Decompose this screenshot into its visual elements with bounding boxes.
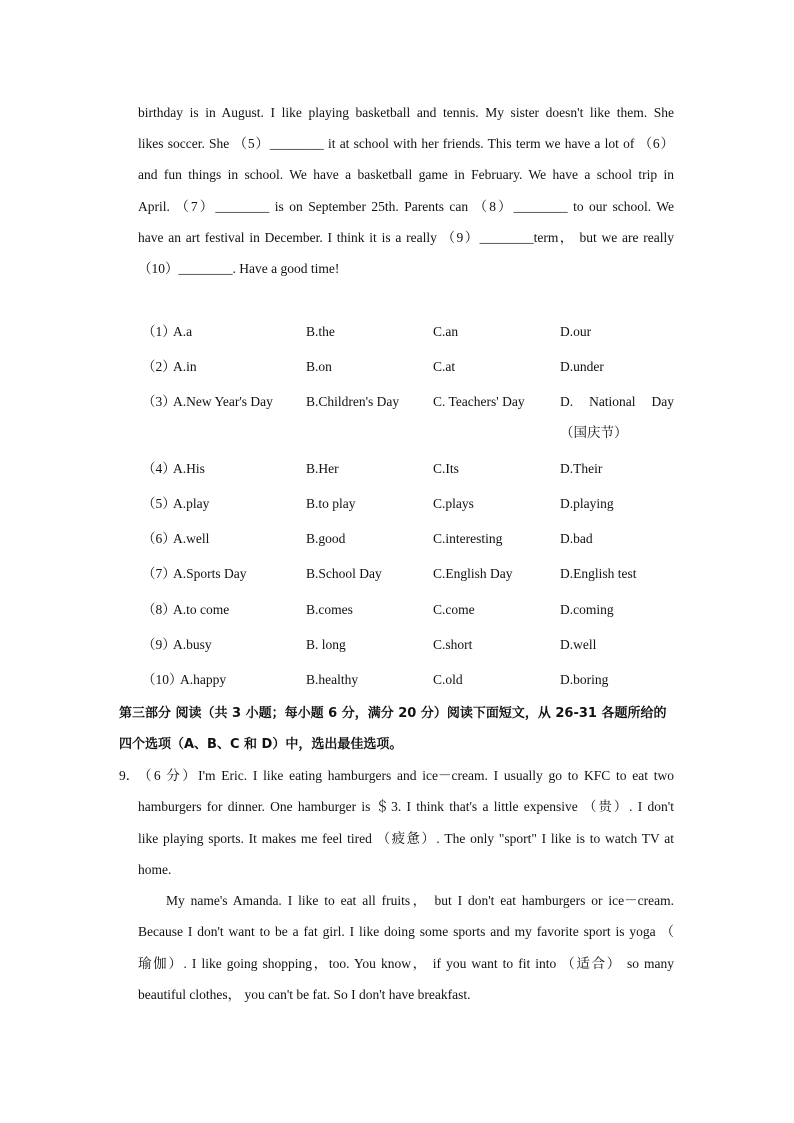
option-row-7 bbox=[0, 556, 794, 591]
option-c: C.an bbox=[433, 324, 459, 339]
option-a: A.New Year's Day bbox=[173, 394, 273, 409]
option-row-10 bbox=[0, 662, 794, 697]
option-d: D.Their bbox=[560, 461, 603, 476]
option-b: B.comes bbox=[306, 602, 353, 617]
option-c: C.Its bbox=[433, 461, 459, 476]
option-a: A.well bbox=[173, 531, 210, 546]
section-heading-line: 四个选项（A、B、C 和 D）中，选出最佳选项。 bbox=[119, 737, 403, 752]
question-line: （6 分）I'm Eric. I like eating hamburgers and ice－cream. I usually go to KFC to eat two bbox=[138, 768, 674, 783]
passage-line: and fun things in school. We have a basketball game in February. We have a school trip in bbox=[138, 167, 674, 183]
option-c: C.come bbox=[433, 602, 475, 617]
option-b: B.healthy bbox=[306, 672, 359, 687]
question-line: like playing sports. It makes me feel tired （疲惫）. The only "sport" I like is to watch TV at bbox=[138, 830, 674, 846]
option-c: C.plays bbox=[433, 496, 474, 511]
option-row-4 bbox=[0, 451, 794, 486]
passage-line: April. （7）________ is on September 25th. Parents can （8）________ to our school. We bbox=[138, 198, 674, 214]
passage-line: （10）________. Have a good time! bbox=[138, 260, 340, 276]
option-row-3 bbox=[0, 384, 794, 450]
question-line: hamburgers for dinner. One hamburger is ＄3. I think that's a little expensive （贵）. I don't bbox=[138, 799, 674, 815]
option-d: D.our bbox=[560, 324, 592, 339]
option-a: A.a bbox=[173, 324, 193, 339]
option-number: （9） bbox=[142, 637, 176, 652]
option-b: B.on bbox=[306, 359, 332, 374]
option-a: A.His bbox=[173, 461, 205, 476]
passage-line: likes soccer. She （5）________ it at school with her friends. This term we have a lot of （6） bbox=[138, 136, 674, 152]
option-d: D. National Day bbox=[560, 394, 674, 409]
question-number: 9． bbox=[119, 768, 140, 783]
option-number: （4） bbox=[142, 461, 176, 476]
option-c: C.interesting bbox=[433, 531, 503, 546]
option-c: C. Teachers' Day bbox=[433, 394, 525, 409]
option-b: B.good bbox=[306, 531, 346, 546]
option-b: B.Her bbox=[306, 461, 339, 476]
option-row-2 bbox=[0, 349, 794, 384]
section-heading-line: 第三部分 阅读（共 3 小题；每小题 6 分，满分 20 分）阅读下面短文，从 26-31 各题所给的 bbox=[119, 706, 667, 721]
passage-line: have an art festival in December. I think it is a really （9）________term， but we are really bbox=[138, 229, 674, 245]
option-number: （3） bbox=[142, 394, 176, 409]
option-d: D.boring bbox=[560, 672, 609, 687]
option-a: A.happy bbox=[180, 672, 227, 687]
option-b: B.Children's Day bbox=[306, 394, 400, 409]
option-d-note: （国庆节） bbox=[560, 425, 628, 440]
option-d: D.coming bbox=[560, 602, 614, 617]
option-row-1 bbox=[0, 314, 794, 349]
cloze-passage bbox=[138, 97, 674, 284]
question-line: My name's Amanda. I like to eat all fruits， but I don't eat hamburgers or ice－cream. bbox=[166, 893, 674, 909]
question-line: Because I don't want to be a fat girl. I like doing some sports and my favorite sport is yoga （ bbox=[138, 924, 674, 940]
option-b: B.the bbox=[306, 324, 335, 339]
option-c: C.at bbox=[433, 359, 456, 374]
option-d: D.playing bbox=[560, 496, 614, 511]
option-number: （10） bbox=[142, 672, 183, 687]
option-b: B.School Day bbox=[306, 566, 382, 581]
option-d: D.under bbox=[560, 359, 604, 374]
passage-line: birthday is in August. I like playing basketball and tennis. My sister doesn't like them. She bbox=[138, 105, 674, 120]
option-c: C.old bbox=[433, 672, 463, 687]
option-d: D.English test bbox=[560, 566, 637, 581]
option-a: A.to come bbox=[173, 602, 230, 617]
option-row-9 bbox=[0, 627, 794, 662]
option-number: （2） bbox=[142, 359, 176, 374]
option-a: A.play bbox=[173, 496, 210, 511]
option-b: B. long bbox=[306, 637, 346, 652]
option-row-8 bbox=[0, 592, 794, 627]
option-a: A.in bbox=[173, 359, 197, 374]
option-number: （6） bbox=[142, 531, 176, 546]
question-line: beautiful clothes， you can't be fat. So I don't have breakfast. bbox=[138, 987, 471, 1003]
question-line: 瑜伽）. I like going shopping，too. You know， if you want to fit into （适合） so many bbox=[138, 955, 674, 971]
option-number: （1） bbox=[142, 324, 176, 339]
option-b: B.to play bbox=[306, 496, 356, 511]
option-c: C.English Day bbox=[433, 566, 513, 581]
option-a: A.busy bbox=[173, 637, 212, 652]
option-number: （8） bbox=[142, 602, 176, 617]
question-line: home. bbox=[138, 861, 172, 877]
option-number: （7） bbox=[142, 566, 176, 581]
option-d: D.bad bbox=[560, 531, 593, 546]
option-c: C.short bbox=[433, 637, 473, 652]
option-row-6 bbox=[0, 521, 794, 556]
question-9-passage bbox=[138, 760, 674, 1010]
option-d: D.well bbox=[560, 637, 597, 652]
option-a: A.Sports Day bbox=[173, 566, 247, 581]
section-heading bbox=[119, 698, 679, 760]
option-number: （5） bbox=[142, 496, 176, 511]
option-row-5 bbox=[0, 486, 794, 521]
